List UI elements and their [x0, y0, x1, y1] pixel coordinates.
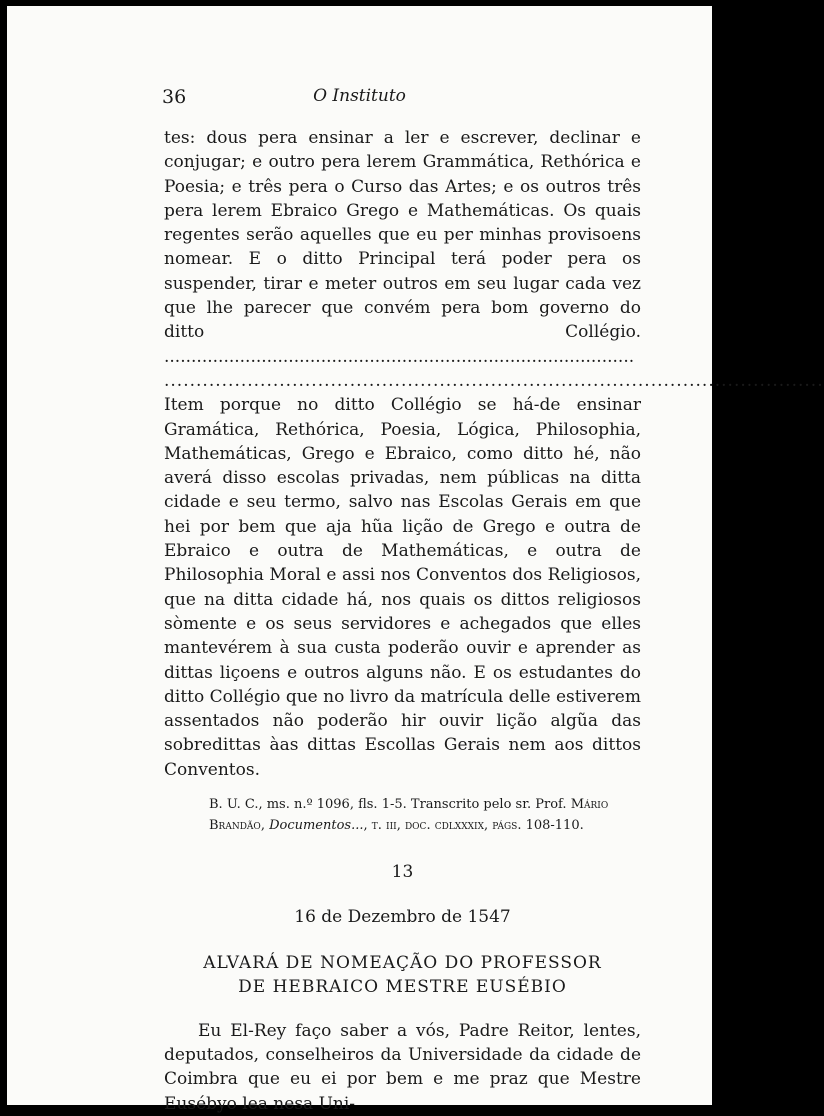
page-header [7, 86, 712, 116]
page-number: 36 [162, 86, 187, 108]
citation-text: B. U. C., ms. n.º 1096, fls. 1-5. Transcrito pelo sr. Prof. [209, 797, 567, 813]
citation-work: Documentos... [269, 818, 364, 834]
document-title [164, 951, 641, 999]
item-paragraph: Item porque no ditto Collégio se há-de ensinar Gramática, Rethórica, Poesia, Lógica, Philosophia, Mathemáticas, Grego e Ebraico, como ditto hé, não averá disso escolas privadas, nem públicas na ditta cidade e seu termo, salvo nas Escolas Gerais em que hei por bem que aja hũa lição de Grego e outra de Ebraico e outra de Mathemáticas, e outra de Philosophia Moral e assi nos Conventos dos Religiosos, que na ditta cidade há, nos quais os dittos religiosos sòmente e os seus servidores e achegados que elles mantevérem à sua custa poderão ouvir e aprender as dittas liçoens e outros alguns não. E os estudantes do ditto Collégio que no livro da matrícula delle estiverem assentados não poderão hir ouvir lição algũa das sobredittas àas dittas Escollas Gerais nem aos dittos Conventos. [164, 395, 641, 780]
book-page [7, 6, 824, 1114]
dot-leader: ....................................................................................... [164, 346, 635, 367]
ellipsis-line: ....................................................................................................... [164, 370, 824, 391]
document-date: 16 de Dezembro de 1547 [294, 907, 511, 928]
paragraph-continuation [164, 126, 641, 369]
page-body [164, 126, 824, 1116]
document-opening: Eu El-Rey faço saber a vós, Padre Reitor, lentes, deputados, conselheiros da Universidade da cidade de Coimbra que eu ei por bem e me praz que Mestre Eusébyo lea nesa Uni- [164, 1020, 641, 1114]
paragraph-text: tes: dous pera ensinar a ler e escrever, declinar e conjugar; e outro pera lerem Grammática, Rethórica e Poesia; e três pera o Curso das Artes; e os outros três pera lerem Ebraico Grego e Mathemáticas. Os quais regentes serão aquelles que eu per minhas provisoens nomear. E o ditto Principal terá poder pera os suspender, tirar e meter outros em seu lugar cada vez que lhe parecer que convém pera bom governo do ditto Collégio. [164, 128, 641, 343]
running-title: O Instituto [313, 86, 406, 106]
citation-author: Mário Brandão [209, 797, 609, 834]
document-title-line-2: DE HEBRAICO MESTRE EUSÉBIO [238, 976, 567, 997]
citation-details: , t. iii, doc. cdlxxxix, págs. 108-110. [363, 818, 584, 834]
citation-separator: , [260, 818, 270, 834]
document-number: 13 [391, 862, 414, 883]
document-title-line-1: ALVARÁ DE NOMEAÇÃO DO PROFESSOR [203, 952, 602, 973]
source-citation [164, 794, 641, 836]
